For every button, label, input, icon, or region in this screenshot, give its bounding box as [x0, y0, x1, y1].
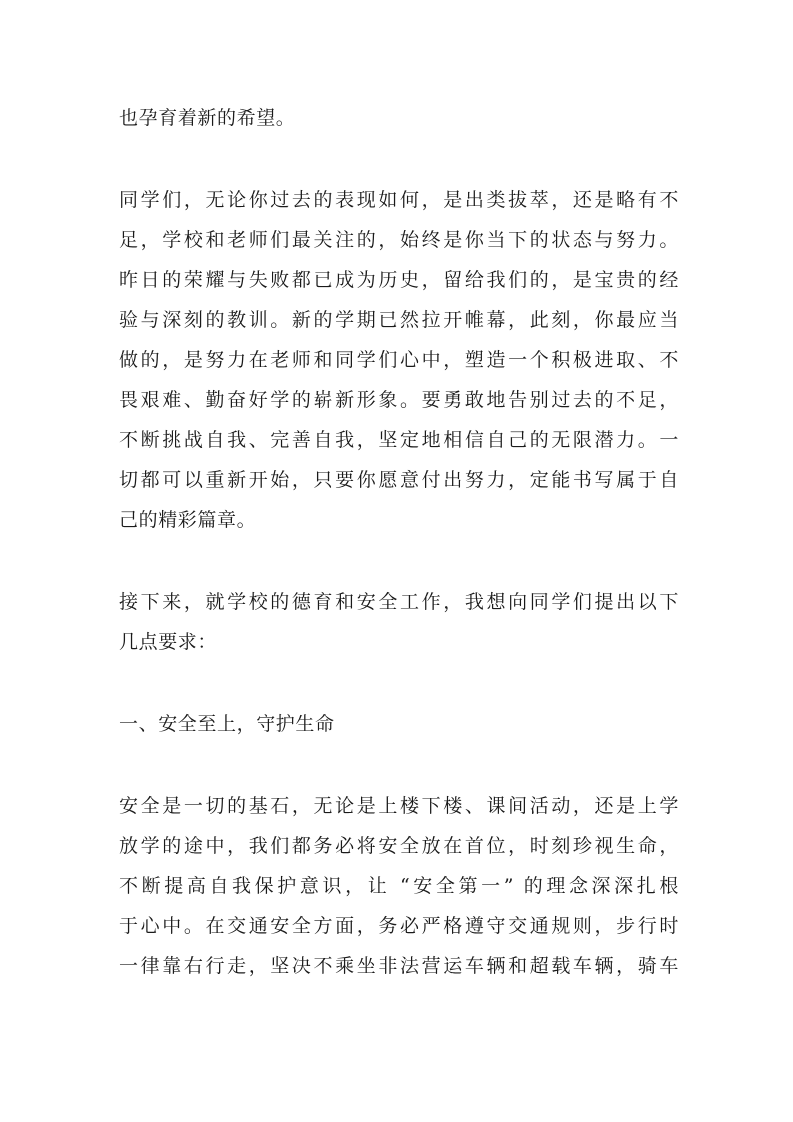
text-line: 足，学校和老师们最关注的，始终是你当下的状态与努力。: [119, 229, 679, 251]
text-line: 一律靠右行走，坚决不乘坐非法营运车辆和超载车辆，骑车: [119, 955, 679, 977]
text-line: 不断提高自我保护意识，让 “安全第一” 的理念深深扎根: [119, 875, 679, 897]
text-line: 切都可以重新开始，只要你愿意付出努力，定能书写属于自: [119, 469, 679, 491]
text-line: 做的，是努力在老师和同学们心中，塑造一个积极进取、不: [119, 349, 679, 371]
text-line: 也孕育着新的希望。: [119, 107, 296, 129]
text-line: 放学的途中，我们都务必将安全放在首位，时刻珍视生命，: [119, 835, 679, 857]
paragraph-safety: [119, 786, 679, 986]
text-line: 安全是一切的基石，无论是上楼下楼、课间活动，还是上学: [119, 795, 679, 817]
document-body: [119, 98, 679, 986]
paragraph-closing-hope: [119, 98, 679, 138]
paragraph-requirements-intro: [119, 582, 679, 662]
text-line: 同学们，无论你过去的表现如何，是出类拔萃，还是略有不: [119, 189, 679, 211]
section-heading-safety: [119, 704, 679, 744]
text-line: 昨日的荣耀与失败都已成为历史，留给我们的，是宝贵的经: [119, 269, 679, 291]
paragraph-new-semester: [119, 180, 679, 540]
text-line: 不断挑战自我、完善自我，坚定地相信自己的无限潜力。一: [119, 429, 679, 451]
text-line: 畏艰难、勤奋好学的崭新形象。要勇敢地告别过去的不足，: [119, 389, 679, 411]
text-line: 几点要求：: [119, 631, 218, 653]
text-line: 于心中。在交通安全方面，务必严格遵守交通规则，步行时: [119, 915, 679, 937]
section-heading: 一、安全至上，守护生命: [119, 713, 335, 735]
text-line: 己的精彩篇章。: [119, 509, 257, 531]
text-line: 接下来，就学校的德育和安全工作，我想向同学们提出以下: [119, 591, 679, 613]
text-line: 验与深刻的教训。新的学期已然拉开帷幕，此刻，你最应当: [119, 309, 679, 331]
